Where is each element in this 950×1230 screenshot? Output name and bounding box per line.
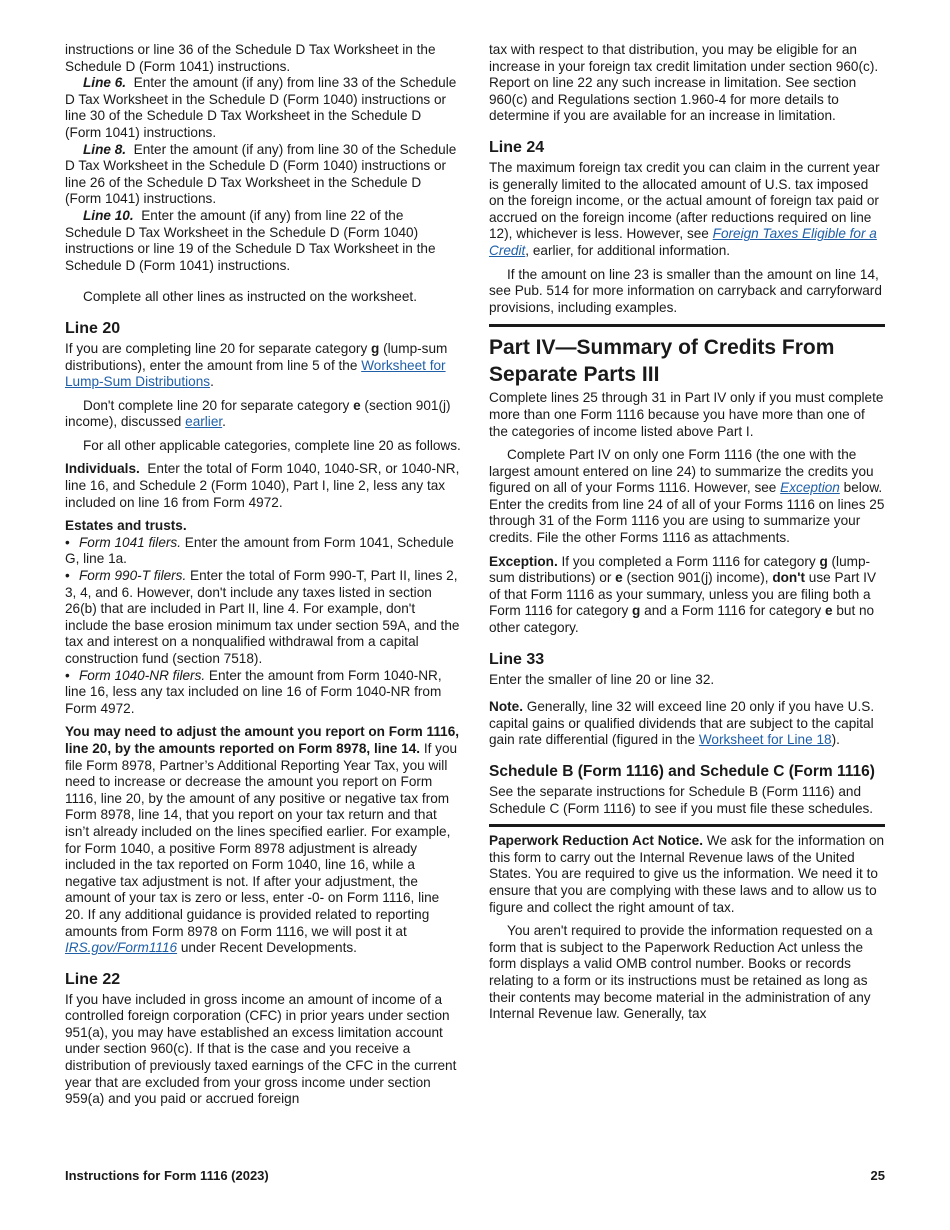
text: . — [210, 374, 214, 390]
schedule-b-paragraph: See the separate instructions for Schedule B (Form 1116) and Schedule C (Form 1116) to see if you must file these schedules. — [489, 784, 874, 816]
earlier-link[interactable]: earlier — [185, 414, 223, 430]
estates-label: Estates and trusts. — [65, 518, 187, 534]
part-iv-paragraph-1: Complete lines 25 through 31 in Part IV only if you must complete more than one Form 1116 because you have more than one of the categories of income listed above Part I. — [489, 390, 884, 439]
note-label: Note. — [489, 699, 523, 715]
text: The maximum foreign tax credit you can claim in the current year is generally limited to the allocated amount of U.S. tax imposed on the foreign income, or the actual amount of foreign tax paid or accrued on the foreign income (after reductions required on line 12), whichever is less. However, see — [489, 159, 880, 242]
text: Enter the total of Form 990-T, Part II, lines 2, 3, 4, and 6. However, don't include any taxes listed in section 26(b) that are included in Part II, line 4. For example, don't include the base erosion minimum tax under section 59A, and the tax and interest on a nonqualified withdrawal from a capital construction fund (section 7518). — [65, 568, 460, 666]
text: If you completed a Form 1116 for category — [557, 553, 820, 569]
text: Enter the total of Form 1040, 1040-SR, or 1040-NR, line 16, and Schedule 2 (Form 1040), Part I, line 2, less any tax included on line 16 from Form 4972. — [65, 461, 460, 510]
line-33-heading: Line 33 — [489, 650, 545, 668]
individuals-label: Individuals. — [65, 461, 140, 477]
line-8-paragraph — [65, 142, 461, 208]
line-20-paragraph-3: For all other applicable categories, complete line 20 as follows. — [83, 437, 461, 453]
text: below. Enter the credits from line 24 of all of your Forms 1116 on lines 25 through 31 of the Form 1116 you are using to summarize your credits. File the other Forms 1116 as attachments. — [489, 480, 885, 546]
line-10-label: Line 10. — [83, 207, 134, 223]
form-8978-paragraph — [65, 724, 461, 956]
line-24-paragraph-2: If the amount on line 23 is smaller than the amount on line 14, see Pub. 514 for more information on carryback and carryforward provisions, including examples. — [489, 266, 882, 315]
text: Don't complete line 20 for separate category — [83, 397, 354, 413]
footer-title: Instructions for Form 1116 (2023) — [65, 1168, 269, 1183]
line-6-paragraph — [65, 75, 461, 141]
exception-label: Exception. — [489, 553, 558, 569]
left-column — [65, 42, 461, 1108]
link-text: IRS.gov/Form1116 — [65, 940, 178, 956]
line-6-text: Enter the amount (if any) from line 33 of the Schedule D Tax Worksheet in the Schedule D (Form 1040) instructions or line 30 of the Schedule D Tax Worksheet in the Schedule D (Form 1041) instructions. — [65, 75, 457, 140]
paperwork-paragraph — [489, 833, 885, 916]
line-33-paragraph: Enter the smaller of line 20 or line 32. — [489, 671, 715, 687]
bullet-label: Form 1041 filers. — [79, 534, 181, 550]
note-paragraph — [489, 699, 885, 749]
link-text: Foreign Taxes Eligible for a Credit — [489, 226, 877, 258]
bullet-label: Form 990-T filers. — [79, 568, 187, 584]
text: Enter the amount from Form 1041, Schedule G, line 1a. — [65, 534, 454, 567]
line-6-label: Line 6. — [83, 75, 127, 91]
line-20-heading: Line 20 — [65, 319, 121, 337]
text: (section 901(j) income), discussed — [65, 397, 451, 430]
line-8-label: Line 8. — [83, 141, 127, 157]
bullet-item — [65, 568, 461, 668]
text: Complete Part IV on only one Form 1116 (the one with the largest amount entered on line 24) to summarize the credits you figured on all of your Forms 1116. However, see — [489, 447, 874, 496]
text: If you file Form 8978, Partner’s Additional Reporting Year Tax, you will need to increase or decrease the amount you report on Form 1116, line 20, by the amount of any positive or negative tax from Form 8978, line 14, that you report on your tax return and that isn’t already included on the lines specified earlier. For example, for Form 1040, a positive Form 8978 adjustment is already included in the tax reported on Form 1040, line 16, while a negative tax adjustment is not. If after your adjustment, the amount of your tax is zero or less, enter -0- on Form 1116, line 20. If any additional guidance is provided related to reporting amounts from Form 8978 on Form 1116, we will post it at — [65, 740, 458, 939]
text: and a Form 1116 for category — [640, 603, 825, 619]
bullet-item — [65, 535, 461, 568]
emphasis: don't — [772, 570, 805, 586]
exception-link[interactable] — [780, 480, 840, 495]
paragraph: tax with respect to that distribution, you may be eligible for an increase in your foreign tax credit limitation under section 960(c). Report on line 22 any such increase in limitation. See section 960(c) and Regulations section 1.960-4 for more details to determine if you are available for an increase in limitation. — [489, 42, 879, 124]
line-24-paragraph-1 — [489, 160, 885, 260]
line-24-heading: Line 24 — [489, 138, 545, 156]
part-iv-heading: Part IV—Summary of Credits From Separate Parts III — [489, 336, 835, 387]
paperwork-paragraph-2: You aren't required to provide the information requested on a form that is subject to the Paperwork Reduction Act unless the form displays a valid OMB control number. Books or records relating to a form or its instructions must be retained as long as their contents may become material in the administration of any Internal Revenue law. Generally, tax — [489, 923, 873, 1022]
text: under Recent Developments. — [177, 940, 357, 956]
bullet-icon: • — [65, 568, 70, 584]
category-letter: e — [824, 603, 833, 619]
line-10-paragraph — [65, 208, 461, 274]
category-letter: g — [632, 603, 641, 619]
line-20-paragraph-1 — [65, 341, 461, 391]
text: , earlier, for additional information. — [525, 242, 731, 258]
link-text: Exception — [780, 480, 840, 496]
line-22-heading: Line 22 — [65, 970, 121, 988]
estates-heading — [65, 518, 461, 535]
text: use Part IV of that Form 1116 as your summary, unless you are filing both a Form 1116 for category — [489, 570, 877, 619]
category-letter: e — [353, 397, 361, 413]
line-22-paragraph: If you have included in gross income an amount of income of a controlled foreign corporation (CFC) in prior years under section 951(a), you may have established an excess limitation account under section 960(c). If that is the case and you receive a distribution of previously taxed earnings of the CFC in the current year that are excluded from your gross income under section 959(a) and you paid or accrued foreign — [65, 991, 457, 1107]
text: ). — [831, 732, 840, 748]
page-number: 25 — [870, 1168, 885, 1183]
schedule-b-heading: Schedule B (Form 1116) and Schedule C (Form 1116) — [489, 763, 875, 780]
bullet-icon: • — [65, 667, 70, 683]
bullet-item — [65, 668, 461, 718]
line-8-text: Enter the amount (if any) from line 30 of the Schedule D Tax Worksheet in the Schedule D (Form 1040) instructions or line 26 of the Schedule D Tax Worksheet in the Schedule D (Form 1041) instructions. — [65, 141, 457, 207]
right-column — [489, 42, 885, 1023]
line-20-paragraph-2 — [65, 398, 461, 431]
paragraph: instructions or line 36 of the Schedule D Tax Worksheet in the Schedule D (Form 1041) instructions. — [65, 42, 436, 74]
text: but no other category. — [489, 603, 875, 636]
category-letter: g — [819, 553, 828, 569]
worksheet-line-18-link[interactable]: Worksheet for Line 18 — [698, 732, 832, 748]
category-letter: g — [371, 340, 380, 356]
text: Enter the amount from Form 1040-NR, line 16, less any tax included on line 16 of Form 1040-NR from Form 4972. — [65, 667, 442, 716]
bullet-label: Form 1040-NR filers. — [79, 667, 206, 683]
text: Generally, line 32 will exceed line 20 only if you have U.S. capital gains or qualified dividends that are subject to the capital gain rate differential (figured in the — [489, 699, 875, 748]
individuals-paragraph — [65, 461, 461, 511]
text: If you are completing line 20 for separate category — [65, 340, 372, 356]
paperwork-label: Paperwork Reduction Act Notice. — [489, 833, 704, 849]
paragraph: Complete all other lines as instructed on the worksheet. — [83, 289, 417, 305]
bold-lead: You may need to adjust the amount you report on Form 1116, line 20, by the amounts reported on Form 8978, line 14. — [65, 724, 460, 756]
text: . — [222, 414, 226, 430]
worksheet-lump-sum-link[interactable]: Worksheet for Lump-Sum Distributions — [65, 357, 446, 390]
line-10-text: Enter the amount (if any) from line 22 of the Schedule D Tax Worksheet in the Schedule D (Form 1040) instructions or line 19 of the Schedule D Tax Worksheet in the Schedule D (Form 1041) instructions. — [65, 207, 436, 273]
irs-form1116-link[interactable] — [65, 940, 177, 955]
text: (section 901(j) income), — [622, 570, 773, 586]
exception-paragraph — [489, 554, 885, 637]
category-letter: e — [615, 570, 623, 586]
part-iv-paragraph-2 — [489, 447, 885, 547]
text: (lump-sum distributions) or — [489, 553, 871, 586]
text: We ask for the information on this form to carry out the Internal Revenue laws of the United States. You are required to give us the information. We need it to ensure that you are complying with these laws and to allow us to figure and collect the right amount of tax. — [489, 833, 885, 915]
bullet-icon: • — [65, 534, 70, 550]
section-divider — [489, 324, 885, 327]
text: (lump-sum distributions), enter the amount from line 5 of the — [65, 340, 448, 373]
section-divider — [489, 824, 885, 827]
